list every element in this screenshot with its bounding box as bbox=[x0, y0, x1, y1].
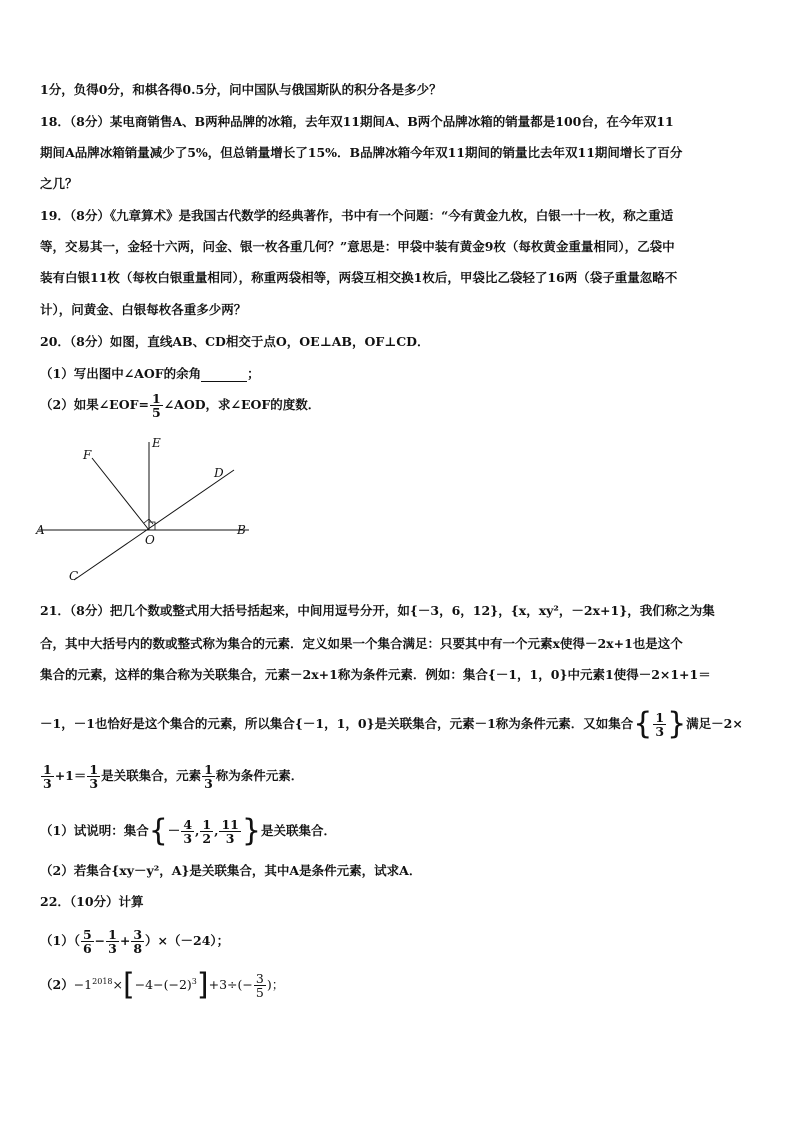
q20-part2-pre: （2）如果∠EOF= bbox=[40, 397, 149, 412]
label-f: F bbox=[83, 448, 92, 462]
q19-line2: 等，交易其一，金轻十六两，问金、银一枚各重几何？”意思是：甲袋中装有黄金9枚（每枚黄金重量相同），乙袋中 bbox=[40, 239, 675, 254]
q22-part2: $(2)-1^{2018}\times[-4-(-2)^3]+3\div(-$ $\frac{3}{5}$ )； bbox=[40, 967, 285, 1003]
q20-stem: 20．（8分）如图，直线AB、CD相交于点O，OE⊥AB，OF⊥CD． bbox=[40, 334, 430, 349]
q20-part1-end: ； bbox=[247, 366, 260, 381]
label-c: C bbox=[69, 569, 79, 583]
q18-line2: 期间A品牌冰箱销量减少了5%，但总销量增长了15%．B品牌冰箱今年双11期间的销量比去年双11期间增长了百分 bbox=[40, 145, 683, 160]
geometry-figure bbox=[34, 430, 264, 590]
q20-part1 bbox=[40, 366, 260, 382]
q21-line2: 合，其中大括号内的数或整式称为集合的元素．定义如果一个集合满足：只要其中有一个元素x使得－2x+1也是这个 bbox=[40, 636, 683, 651]
fraction-one-third: $\frac{1}{3}$ bbox=[655, 710, 665, 739]
q21-line1: 21．（8分）把几个数或整式用大括号括起来，中间用逗号分开，如{－3，6，12}，{x，xy²，－2x+1}，我们称之为集 bbox=[40, 603, 715, 618]
q21-line5: $\frac{1}{3}$ +1＝ $\frac{1}{3}$ 是关联集合，元素 $\frac{1}{3}$ 称为条件元素． bbox=[43, 762, 304, 791]
q21-line4: －1，－1也恰好是这个集合的元素，所以集合{－1，1，0}是关联集合，元素－1称为条件元素．又如集合{ $\frac{1}{3}$ }满足－2× bbox=[40, 706, 743, 742]
q19-line4: 计），问黄金、白银每枚各重多少两？ bbox=[40, 302, 247, 317]
answer-blank bbox=[201, 369, 247, 382]
q21-line3: 集合的元素，这样的集合称为关联集合，元素－2x+1称为条件元素．例如：集合{－1，1，0}中元素1使得－2×1+1＝ bbox=[40, 667, 711, 682]
q19-line1: 19．（8分）《九章算术》是我国古代数学的经典著作，书中有一个问题：“今有黄金九枚，白银一十一枚，称之重适 bbox=[40, 208, 674, 223]
q21-part2: （2）若集合{xy－y²，A}是关联集合，其中A是条件元素，试求A． bbox=[40, 863, 422, 878]
q22-stem: 22．（10分）计算 bbox=[40, 894, 144, 909]
fraction-one-fifth: $\frac{1}{5}$ bbox=[151, 391, 161, 420]
q21-line4-end: 满足－2× bbox=[686, 716, 743, 731]
q17-tail: 1分，负得0分，和棋各得0.5分，问中国队与俄国斯队的积分各是多少？ bbox=[40, 82, 442, 97]
q19-line3: 装有白银11枚（每枚白银重量相同），称重两袋相等，两袋互相交换1枚后，甲袋比乙袋轻了16两（袋子重量忽略不 bbox=[40, 270, 678, 285]
label-d: D bbox=[214, 466, 224, 480]
q18-line1: 18．（8分）某电商销售A、B两种品牌的冰箱，去年双11期间A、B两个品牌冰箱的销量都是100台，在今年双11 bbox=[40, 114, 674, 129]
label-a: A bbox=[36, 523, 45, 537]
q20-part2 bbox=[40, 392, 320, 419]
q22-part1: （1）（ $\frac{5}{6}$ − $\frac{1}{3}$ + $\frac{3}{8}$ ）×（－24）； bbox=[40, 927, 230, 956]
label-o: O bbox=[145, 533, 155, 547]
q20-part1-text: （1）写出图中∠AOF的余角 bbox=[40, 366, 202, 381]
q18-line3: 之几？ bbox=[40, 176, 78, 191]
q21-part1: （1）试说明：集合{－ $\frac{4}{3}$ , $\frac{1}{2}$ , $\frac{11}{3}$ }是关联集合． bbox=[40, 813, 336, 849]
label-e: E bbox=[152, 436, 161, 450]
label-b: B bbox=[237, 523, 246, 537]
q21-line4-text: －1，－1也恰好是这个集合的元素，所以集合{－1，1，0}是关联集合，元素－1称为条件元素．又如集合 bbox=[40, 716, 634, 731]
q20-part2-post: ∠AOD，求∠EOF的度数． bbox=[163, 397, 321, 412]
